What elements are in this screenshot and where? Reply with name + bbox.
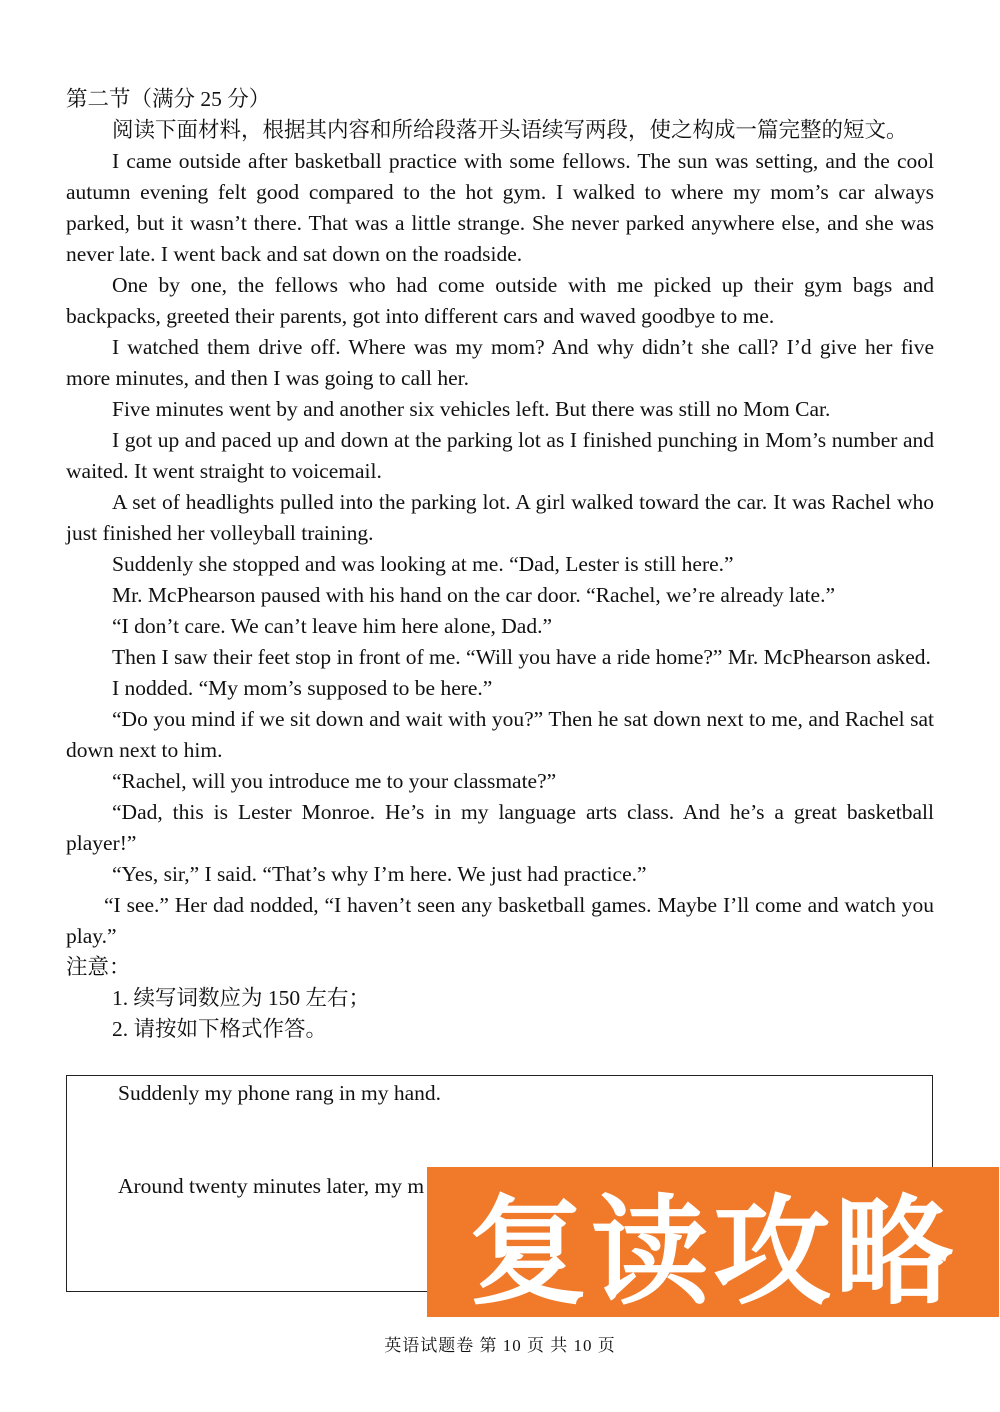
instruction-text: 阅读下面材料，根据其内容和所给段落开头语续写两段，使之构成一篇完整的短文。 bbox=[112, 118, 908, 142]
note-item: 2. 请按如下格式作答。 bbox=[112, 1017, 328, 1041]
paragraph: “Do you mind if we sit down and wait with you?” Then he sat down next to me, and Rachel sat down next to him. bbox=[66, 707, 934, 762]
paragraph: I watched them drive off. Where was my mom? And why didn’t she call? I’d give her five more minutes, and then I was going to call her. bbox=[66, 335, 934, 390]
paragraph: I nodded. “My mom’s supposed to be here.” bbox=[112, 676, 493, 700]
paragraph: “Yes, sir,” I said. “That’s why I’m here. We just had practice.” bbox=[112, 862, 647, 886]
notes-title: 注意： bbox=[66, 955, 131, 979]
watermark-stamp bbox=[427, 1167, 999, 1321]
paragraph: “I see.” Her dad nodded, “I haven’t seen any basketball games. Maybe I’ll come and watch you play.” bbox=[66, 893, 934, 948]
continuation-prompt-1: Suddenly my phone rang in my hand. bbox=[118, 1081, 442, 1105]
paragraph: Then I saw their feet stop in front of me. “Will you have a ride home?” Mr. McPhearson asked. bbox=[112, 645, 931, 669]
paragraph: I got up and paced up and down at the parking lot as I finished punching in Mom’s number and waited. It went straight to voicemail. bbox=[66, 428, 934, 483]
paragraph: “Dad, this is Lester Monroe. He’s in my language arts class. And he’s a great basketball player!” bbox=[66, 800, 934, 855]
paragraph: Five minutes went by and another six vehicles left. But there was still no Mom Car. bbox=[112, 397, 831, 421]
paragraph: “I don’t care. We can’t leave him here alone, Dad.” bbox=[112, 614, 553, 638]
paragraph: Suddenly she stopped and was looking at me. “Dad, Lester is still here.” bbox=[112, 552, 734, 576]
paragraph: I came outside after basketball practice with some fellows. The sun was setting, and the cool autumn evening felt good compared to the hot gym. I walked to where my mom’s car always parked, but it wasn’t there. That was a little strange. She never parked anywhere else, and she was never late. I went back and sat down on the roadside. bbox=[66, 149, 934, 266]
paragraph: A set of headlights pulled into the parking lot. A girl walked toward the car. It was Rachel who just finished her volleyball training. bbox=[66, 490, 934, 545]
section-heading: 第二节（满分 25 分） bbox=[66, 87, 271, 111]
paragraph: “Rachel, will you introduce me to your classmate?” bbox=[112, 769, 557, 793]
paragraph: One by one, the fellows who had come outside with me picked up their gym bags and backpacks, greeted their parents, got into different cars and waved goodbye to me. bbox=[66, 273, 934, 328]
paragraph: Mr. McPhearson paused with his hand on the car door. “Rachel, we’re already late.” bbox=[112, 583, 835, 607]
page-footer: 英语试题卷 第 10 页 共 10 页 bbox=[384, 1336, 616, 1355]
note-item: 1. 续写词数应为 150 左右； bbox=[112, 986, 371, 1010]
watermark-text: 复读攻略 bbox=[468, 1183, 957, 1321]
question-content bbox=[66, 84, 934, 1045]
continuation-prompt-2: Around twenty minutes later, my m bbox=[118, 1174, 425, 1198]
